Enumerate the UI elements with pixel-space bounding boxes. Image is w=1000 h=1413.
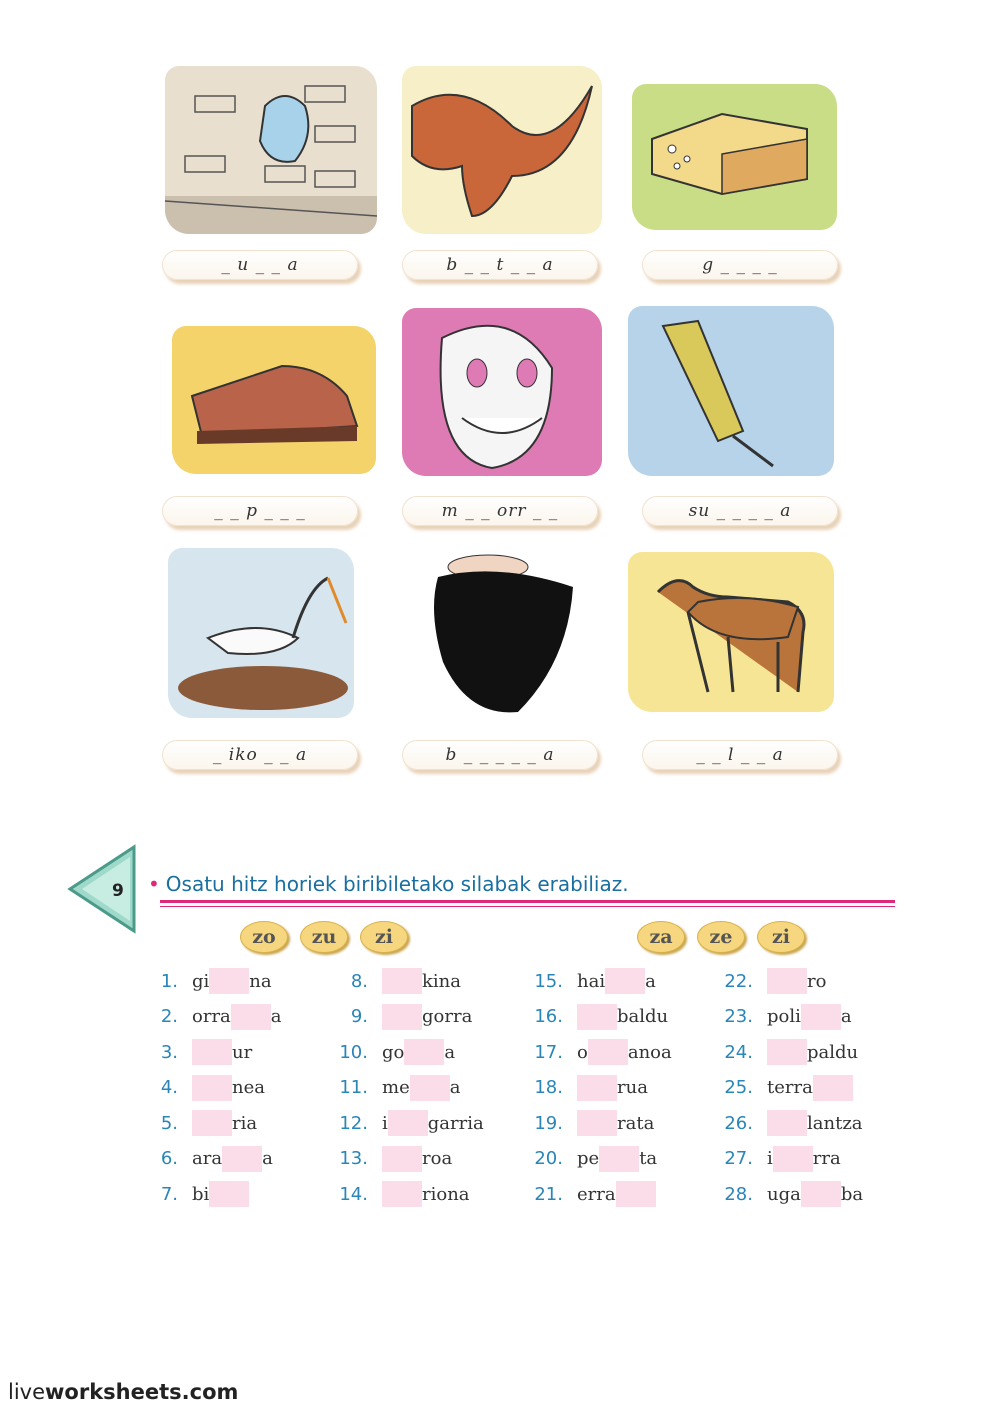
- word-label-4[interactable]: [162, 496, 358, 526]
- exercise-item: [515, 966, 656, 996]
- item-suffix: ba: [840, 1183, 864, 1205]
- item-suffix: kina: [422, 970, 461, 992]
- item-suffix: ta: [639, 1148, 658, 1169]
- item-suffix: ur: [232, 1041, 253, 1063]
- item-suffix: garria: [427, 1112, 484, 1134]
- answer-blank[interactable]: [382, 1181, 422, 1207]
- item-number: 17.: [534, 1041, 563, 1063]
- item-number: 2.: [160, 1006, 178, 1027]
- exercise-item: [320, 1179, 470, 1209]
- answer-blank[interactable]: [222, 1146, 262, 1172]
- item-number: 7.: [160, 1183, 178, 1205]
- item-number: 27.: [724, 1148, 753, 1169]
- label-text: b _ _ _ _ _ a: [445, 745, 555, 765]
- item-prefix: me: [382, 1077, 410, 1098]
- syllable-zi-right: zi: [757, 921, 805, 953]
- exercise-item: [705, 1002, 852, 1032]
- item-number: 10.: [339, 1041, 368, 1063]
- exercise-number-badge: [66, 843, 140, 935]
- item-suffix: gorra: [422, 1006, 473, 1027]
- item-number: 5.: [160, 1112, 178, 1134]
- answer-blank[interactable]: [616, 1181, 656, 1207]
- item-number: 24.: [724, 1041, 753, 1063]
- item-prefix: orra: [192, 1006, 231, 1027]
- title-underline-thin: [160, 906, 895, 907]
- exercise-item: [705, 1037, 858, 1067]
- item-prefix: i: [382, 1112, 388, 1134]
- item-number: 1.: [160, 970, 178, 992]
- exercise-item: [320, 1002, 472, 1032]
- horse-picture: [628, 552, 834, 712]
- label-text: _ _ l _ _ a: [696, 745, 784, 765]
- item-prefix: go: [382, 1041, 405, 1063]
- wall-hole-picture: [165, 66, 377, 234]
- syllable-za: za: [637, 921, 685, 953]
- answer-blank[interactable]: [599, 1146, 639, 1172]
- syllable-zu: zu: [300, 921, 348, 953]
- item-number: 6.: [160, 1148, 178, 1169]
- item-number: 13.: [339, 1148, 368, 1169]
- item-suffix: a: [444, 1041, 456, 1063]
- word-label-1[interactable]: [162, 250, 358, 280]
- answer-blank[interactable]: [767, 1110, 807, 1136]
- answer-blank[interactable]: [192, 1075, 232, 1101]
- item-number: 9.: [350, 1006, 368, 1027]
- answer-blank[interactable]: [767, 968, 807, 994]
- stork-nest-picture: [168, 548, 354, 718]
- mask-picture: [402, 308, 602, 476]
- item-prefix: uga: [767, 1183, 801, 1205]
- item-suffix: a: [840, 1006, 852, 1027]
- item-number: 19.: [534, 1112, 563, 1134]
- label-text: _ iko _ _ a: [212, 745, 308, 765]
- answer-blank[interactable]: [209, 1181, 249, 1207]
- exercise-instruction: • Osatu hitz horiek biribiletako silabak erabiliaz.: [148, 872, 629, 896]
- item-number: 12.: [339, 1112, 368, 1134]
- exercise-item: [515, 1144, 657, 1174]
- item-number: 8.: [350, 970, 368, 992]
- item-number: 3.: [160, 1041, 178, 1063]
- item-suffix: a: [270, 1006, 282, 1027]
- word-label-9[interactable]: [642, 740, 838, 770]
- item-number: 4.: [160, 1077, 178, 1098]
- item-suffix: baldu: [617, 1006, 669, 1027]
- item-prefix: terra: [767, 1077, 813, 1098]
- answer-blank[interactable]: [192, 1039, 232, 1065]
- answer-blank[interactable]: [773, 1146, 813, 1172]
- item-suffix: a: [449, 1077, 461, 1098]
- answer-blank[interactable]: [404, 1039, 444, 1065]
- exercise-item: [515, 1037, 672, 1067]
- answer-blank[interactable]: [588, 1039, 628, 1065]
- item-suffix: rua: [617, 1077, 648, 1098]
- answer-blank[interactable]: [577, 1110, 617, 1136]
- exercise-item: [705, 1108, 863, 1138]
- item-number: 20.: [534, 1148, 563, 1169]
- exercise-item: [130, 1002, 282, 1032]
- answer-blank[interactable]: [410, 1075, 450, 1101]
- item-suffix: ro: [807, 970, 827, 992]
- item-suffix: roa: [422, 1148, 453, 1169]
- label-text: m _ _ orr _ _: [441, 501, 559, 521]
- item-suffix: a: [262, 1148, 273, 1169]
- cheese-picture: [632, 84, 837, 230]
- footer-worksheets: worksheets.com: [45, 1380, 239, 1404]
- syllable-ze: ze: [697, 921, 745, 953]
- item-prefix: gi: [192, 970, 210, 992]
- item-prefix: erra: [577, 1183, 616, 1205]
- item-suffix: paldu: [807, 1041, 859, 1063]
- shoe-picture: [172, 326, 376, 474]
- exercise-item: [130, 1037, 252, 1067]
- exercise-item: [130, 966, 272, 996]
- exercise-item: [320, 966, 461, 996]
- answer-blank[interactable]: [209, 968, 249, 994]
- item-suffix: ria: [232, 1112, 258, 1134]
- item-prefix: i: [767, 1148, 773, 1169]
- beard-picture: [418, 552, 586, 724]
- item-number: 16.: [534, 1006, 563, 1027]
- syllable-zo: zo: [240, 921, 288, 953]
- exercise-item: [515, 1002, 668, 1032]
- item-prefix: o: [577, 1041, 588, 1063]
- instruction-text: Osatu hitz horiek biribiletako silabak erabiliaz.: [165, 872, 629, 896]
- fox-tail-picture: [402, 66, 602, 234]
- item-suffix: nea: [232, 1077, 265, 1098]
- exercise-item: [130, 1144, 273, 1174]
- exercise-item: [130, 1179, 249, 1209]
- word-label-2[interactable]: [402, 250, 598, 280]
- exercise-item: [515, 1179, 656, 1209]
- firework-rocket-picture: [628, 306, 834, 476]
- exercise-item: [705, 1073, 853, 1103]
- answer-blank[interactable]: [801, 1181, 841, 1207]
- exercise-item: [320, 1108, 484, 1138]
- answer-blank[interactable]: [382, 1004, 422, 1030]
- exercise-item: [130, 1108, 257, 1138]
- word-label-7[interactable]: [162, 740, 358, 770]
- item-number: 28.: [724, 1183, 753, 1205]
- exercise-item: [515, 1108, 654, 1138]
- item-prefix: hai: [577, 970, 606, 992]
- label-text: _ u _ _ a: [221, 255, 299, 275]
- label-text: _ _ p _ _ _: [214, 501, 306, 521]
- word-label-6[interactable]: [642, 496, 838, 526]
- syllable-zi-left: zi: [360, 921, 408, 953]
- exercise-item: [705, 966, 826, 996]
- item-suffix: lantza: [807, 1112, 863, 1134]
- exercise-item: [320, 1037, 455, 1067]
- item-number: 15.: [534, 970, 563, 992]
- item-suffix: anoa: [627, 1041, 672, 1063]
- title-underline: [160, 900, 895, 903]
- answer-blank[interactable]: [231, 1004, 271, 1030]
- answer-blank[interactable]: [382, 1146, 422, 1172]
- exercise-number: 9: [112, 881, 124, 901]
- item-number: 14.: [339, 1183, 368, 1205]
- answer-blank[interactable]: [813, 1075, 853, 1101]
- word-label-5[interactable]: [402, 496, 598, 526]
- word-label-8[interactable]: [402, 740, 598, 770]
- item-prefix: poli: [767, 1006, 801, 1027]
- exercise-item: [515, 1073, 648, 1103]
- label-text: su _ _ _ _ a: [688, 501, 792, 521]
- answer-blank[interactable]: [605, 968, 645, 994]
- item-number: 22.: [724, 970, 753, 992]
- label-text: b _ _ t _ _ a: [446, 255, 554, 275]
- item-number: 26.: [724, 1112, 753, 1134]
- item-number: 23.: [724, 1006, 753, 1027]
- answer-blank[interactable]: [801, 1004, 841, 1030]
- exercise-item: [705, 1179, 863, 1209]
- word-label-3[interactable]: [642, 250, 838, 280]
- item-suffix: rata: [617, 1112, 655, 1134]
- item-prefix: ara: [192, 1148, 223, 1169]
- answer-blank[interactable]: [767, 1039, 807, 1065]
- answer-blank[interactable]: [192, 1110, 232, 1136]
- answer-blank[interactable]: [388, 1110, 428, 1136]
- exercise-item: [320, 1073, 460, 1103]
- site-footer: [8, 1380, 238, 1404]
- item-suffix: na: [249, 970, 272, 992]
- exercise-item: [320, 1144, 452, 1174]
- exercise-item: [705, 1144, 841, 1174]
- item-number: 21.: [534, 1183, 563, 1205]
- item-suffix: riona: [422, 1183, 470, 1205]
- footer-live: live: [8, 1380, 46, 1404]
- item-number: 11.: [339, 1077, 368, 1098]
- item-suffix: rra: [812, 1148, 841, 1169]
- answer-blank[interactable]: [577, 1075, 617, 1101]
- item-number: 18.: [534, 1077, 563, 1098]
- answer-blank[interactable]: [382, 968, 422, 994]
- item-number: 25.: [724, 1077, 753, 1098]
- exercise-item: [130, 1073, 265, 1103]
- item-prefix: pe: [577, 1148, 600, 1169]
- item-suffix: a: [645, 970, 656, 992]
- label-text: g _ _ _ _: [702, 255, 778, 275]
- answer-blank[interactable]: [577, 1004, 617, 1030]
- item-prefix: bi: [192, 1183, 210, 1205]
